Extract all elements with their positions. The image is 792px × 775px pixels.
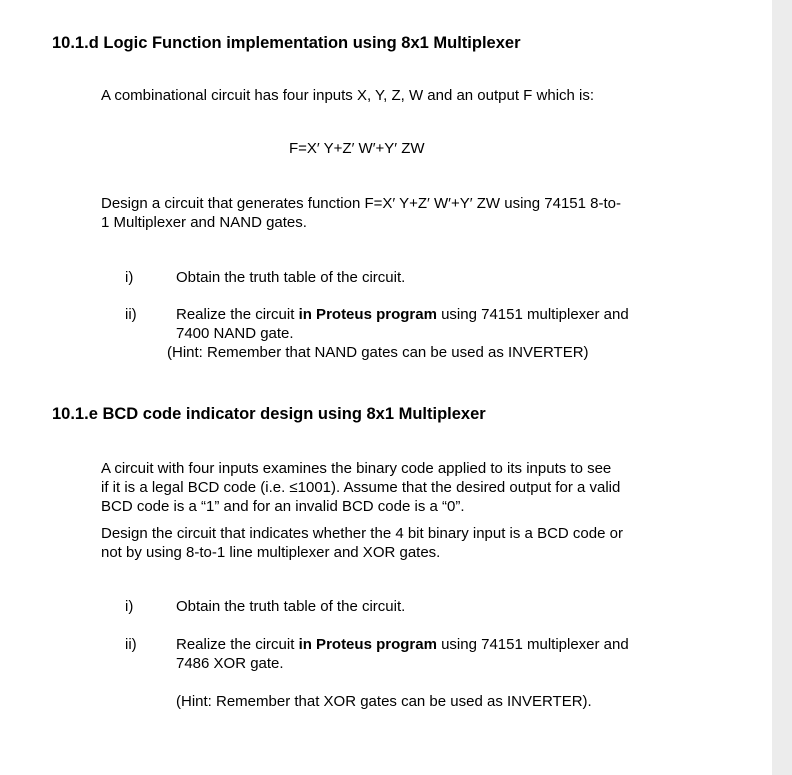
section-e-para2-line1: Design the circuit that indicates whether the 4 bit binary input is a BCD code or	[101, 525, 623, 542]
section-d-design-line2: 1 Multiplexer and NAND gates.	[101, 214, 307, 231]
section-d-item2-bold: in Proteus program	[298, 306, 437, 323]
section-d-number: 10.1.d	[52, 34, 99, 52]
section-d-item2-marker: ii)	[125, 306, 137, 323]
section-d-item2-text	[176, 305, 629, 324]
section-e-heading	[52, 405, 486, 424]
section-e-item2-marker: ii)	[125, 636, 137, 653]
section-e-item1-text: Obtain the truth table of the circuit.	[176, 598, 406, 615]
section-d-design-line1: Design a circuit that generates function F=X′ Y+Z′ W′+Y′ ZW using 74151 8-to-	[101, 195, 621, 212]
section-e-para2-line2: not by using 8-to-1 line multiplexer and XOR gates.	[101, 544, 441, 561]
section-e-para1-line3: BCD code is a “1” and for an invalid BCD code is a “0”.	[101, 498, 465, 515]
section-e-hint: (Hint: Remember that XOR gates can be used as INVERTER).	[176, 693, 592, 710]
section-d-title: Logic Function implementation using 8x1 Multiplexer	[103, 34, 521, 52]
section-d-item1-marker: i)	[125, 269, 134, 286]
section-e-item2-before: Realize the circuit	[176, 636, 299, 653]
section-d-item2-before: Realize the circuit	[176, 306, 299, 323]
section-d-intro: A combinational circuit has four inputs X, Y, Z, W and an output F which is:	[101, 87, 595, 104]
section-e-item2-after: using 74151 multiplexer and	[436, 636, 629, 653]
section-e-item2-line2: 7486 XOR gate.	[176, 655, 284, 672]
section-d-hint: (Hint: Remember that NAND gates can be used as INVERTER)	[167, 344, 589, 361]
section-e-title: BCD code indicator design using 8x1 Multiplexer	[102, 405, 486, 423]
section-e-para1-line2: if it is a legal BCD code (i.e. ≤1001). Assume that the desired output for a valid	[101, 479, 621, 496]
section-d-item2-after: using 74151 multiplexer and	[436, 306, 629, 323]
section-d-item1-text: Obtain the truth table of the circuit.	[176, 269, 406, 286]
scrollbar-track[interactable]	[772, 0, 792, 775]
section-e-number: 10.1.e	[52, 405, 98, 423]
section-e-item2-text	[176, 635, 629, 654]
section-d-item2-line2: 7400 NAND gate.	[176, 325, 294, 342]
section-e-item2-bold: in Proteus program	[298, 636, 437, 653]
section-e-para1-line1: A circuit with four inputs examines the binary code applied to its inputs to see	[101, 460, 612, 477]
section-d-formula: F=X′ Y+Z′ W′+Y′ ZW	[289, 140, 425, 157]
section-e-item1-marker: i)	[125, 598, 134, 615]
section-d-heading	[52, 34, 521, 53]
